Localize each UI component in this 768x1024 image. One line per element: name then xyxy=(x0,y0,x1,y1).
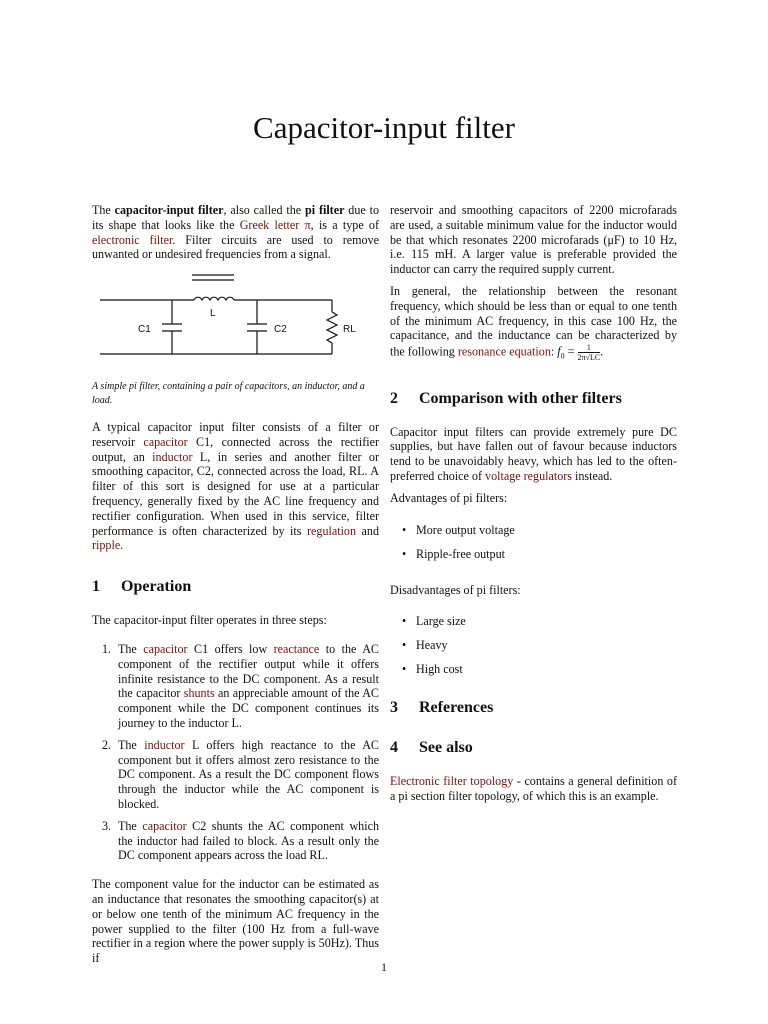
comparison-text: instead. xyxy=(572,469,613,484)
list-marker: 3. xyxy=(102,818,112,833)
advantages-list xyxy=(390,523,677,571)
link-shunts[interactable]: shunts xyxy=(183,686,215,701)
continued-paragraph: reservoir and smoothing capacitors of 2200 microfarads are used, a suitable minimum value for the inductor would be that which resonates 2200 microfarads (μF) to 10 Hz, i.e. 115 mH. A larger value is preferable provided the inductor can carry the required supply current. xyxy=(390,203,677,277)
link-capacitor[interactable]: capacitor xyxy=(143,641,188,656)
step-text: L offers high reactance to the AC component but it offers almost zero resistance to the DC component. As a result the DC component flows through the inductor while the AC component is blocked. xyxy=(118,737,380,811)
link-greek-letter[interactable]: Greek letter π xyxy=(239,217,311,232)
link-inductor[interactable]: inductor xyxy=(144,737,185,752)
right-column-body xyxy=(390,203,677,811)
equation-denominator: 2π√LC xyxy=(577,353,601,363)
see-also-text: - contains a general definition of a pi section filter topology, of which this is an example. xyxy=(390,774,677,804)
list-marker: 2. xyxy=(102,737,112,752)
figure-caption: A simple pi filter, containing a pair of capacitors, an inductor, and a load. xyxy=(92,381,365,406)
rl-resistor xyxy=(327,312,337,343)
intro-paragraph xyxy=(92,203,379,269)
link-inductor[interactable]: inductor xyxy=(152,449,193,464)
link-resonance-equation[interactable]: resonance equation xyxy=(457,344,551,359)
label-c2: C2 xyxy=(274,324,287,335)
link-capacitor[interactable]: capacitor xyxy=(142,818,187,833)
resonance-paragraph xyxy=(390,284,677,365)
section-title: See also xyxy=(419,739,473,757)
operation-steps-list xyxy=(92,642,379,863)
equation-end: . xyxy=(600,344,604,359)
resonance-text: : xyxy=(550,344,558,359)
equation-subscript: 0 xyxy=(560,351,565,361)
link-regulation[interactable]: regulation xyxy=(307,523,357,538)
left-column-body xyxy=(92,420,379,973)
resonance-text: In general, the relationship between the resonant frequency, which should be less than or equal to one tenth of the minimum AC frequency, in this case 100 Hz, the capacitance, and the inductance can be characterized by the following xyxy=(390,283,677,359)
section-heading-operation xyxy=(92,577,379,597)
link-voltage-regulators[interactable]: voltage regulators xyxy=(485,469,572,484)
typical-paragraph xyxy=(92,420,379,553)
typical-text: and xyxy=(356,523,379,538)
inductor-estimate-paragraph: The component value for the inductor can be estimated as an inductance that resonates the smoothing capacitor(s) at or below one tenth of the minimum AC frequency in the power supplied to the filter (100 Hz from a full-wave rectifier in a region where the power supply is 50Hz). Thus if xyxy=(92,877,379,966)
link-ripple[interactable]: ripple xyxy=(92,538,121,553)
section-title: Operation xyxy=(121,578,192,596)
see-also-paragraph xyxy=(390,774,677,804)
equation-fraction xyxy=(577,343,604,363)
section-title: References xyxy=(419,699,494,717)
section-number: 3 xyxy=(390,699,398,717)
comparison-text: Capacitor input filters can provide extremely pure DC supplies, but have fallen out of favour because inductors tend to be unavoidably heavy, which has led to the often-preferred choice of xyxy=(390,424,677,484)
step-text: C1 offers low xyxy=(187,641,274,656)
intro-text: The xyxy=(92,203,115,217)
list-item xyxy=(92,738,379,812)
step-text: C2 shunts the AC component which the inductor had failed to block. As a result only the DC component appears across the load RL. xyxy=(118,818,379,863)
advantages-label: Advantages of pi filters: xyxy=(390,490,508,505)
page-title: Capacitor-input filter xyxy=(253,110,515,145)
typical-text: A typical capacitor input filter consists of a filter or reservoir xyxy=(92,420,379,449)
list-item xyxy=(92,819,379,863)
disadvantages-list xyxy=(390,614,677,686)
term-capacitor-input-filter: capacitor-input filter xyxy=(114,203,224,217)
step-text: an appreciable amount of the AC component while the DC component continues its journey to the inductor L. xyxy=(118,686,379,730)
equation-equals: = xyxy=(564,344,578,359)
typical-text: C1, connected across the rectifier output, an xyxy=(92,434,379,464)
step-text: The xyxy=(118,818,143,833)
inductor-coil xyxy=(194,297,234,300)
step-text: The xyxy=(118,737,145,752)
list-marker: 1. xyxy=(102,641,112,656)
list-item: • Heavy xyxy=(390,638,677,662)
list-item xyxy=(92,642,379,731)
term-pi-filter: pi filter xyxy=(305,203,345,217)
typical-text: . xyxy=(120,538,124,553)
step-text: The xyxy=(118,641,144,656)
list-item: • Large size xyxy=(390,614,677,638)
list-item: • Ripple-free output xyxy=(390,547,677,571)
link-electronic-filter[interactable]: electronic filter xyxy=(92,232,173,247)
section-title: Comparison with other filters xyxy=(419,389,622,407)
section-heading-see-also xyxy=(390,738,677,758)
operation-intro: The capacitor-input filter operates in three steps: xyxy=(92,613,327,628)
list-item: • More output voltage xyxy=(390,523,677,547)
section-heading-references xyxy=(390,698,677,718)
section-number: 4 xyxy=(390,739,398,757)
link-reactance[interactable]: reactance xyxy=(273,641,320,656)
step-text: to the AC component of the rectifier output while it offers infinite resistance to the DC component. As a result the capacitor xyxy=(118,641,379,701)
pi-filter-circuit-diagram xyxy=(92,270,382,374)
equation-f: f xyxy=(557,344,561,359)
label-rl: RL xyxy=(343,324,356,335)
list-item: • High cost xyxy=(390,662,677,686)
intro-text: due to its shape that looks like the xyxy=(92,203,379,232)
intro-text: , also called the xyxy=(223,203,306,217)
typical-text: L, in series and another filter or smoothing capacitor, C2, connected across the load, RL. A filter of this sort is designed for use at a particular frequency, generally fixed by the AC line frequency and rectifier configuration. When used in this service, filter performance is often characterized by its xyxy=(92,449,379,538)
intro-text: , is a type of xyxy=(310,217,379,232)
label-inductor: L xyxy=(210,308,216,319)
section-number: 1 xyxy=(92,578,100,596)
disadvantages-label: Disadvantages of pi filters: xyxy=(390,582,521,597)
link-electronic-filter-topology[interactable]: Electronic filter topology xyxy=(390,774,514,789)
label-c1: C1 xyxy=(138,324,151,335)
comparison-paragraph xyxy=(390,425,677,484)
link-capacitor[interactable]: capacitor xyxy=(143,434,188,449)
intro-text: . Filter circuits are used to remove unwanted or undesired frequencies from a signal. xyxy=(92,232,379,262)
equation-numerator: 1 xyxy=(578,343,601,353)
page-number: 1 xyxy=(381,960,387,974)
section-number: 2 xyxy=(390,389,398,407)
section-heading-comparison xyxy=(390,389,677,409)
